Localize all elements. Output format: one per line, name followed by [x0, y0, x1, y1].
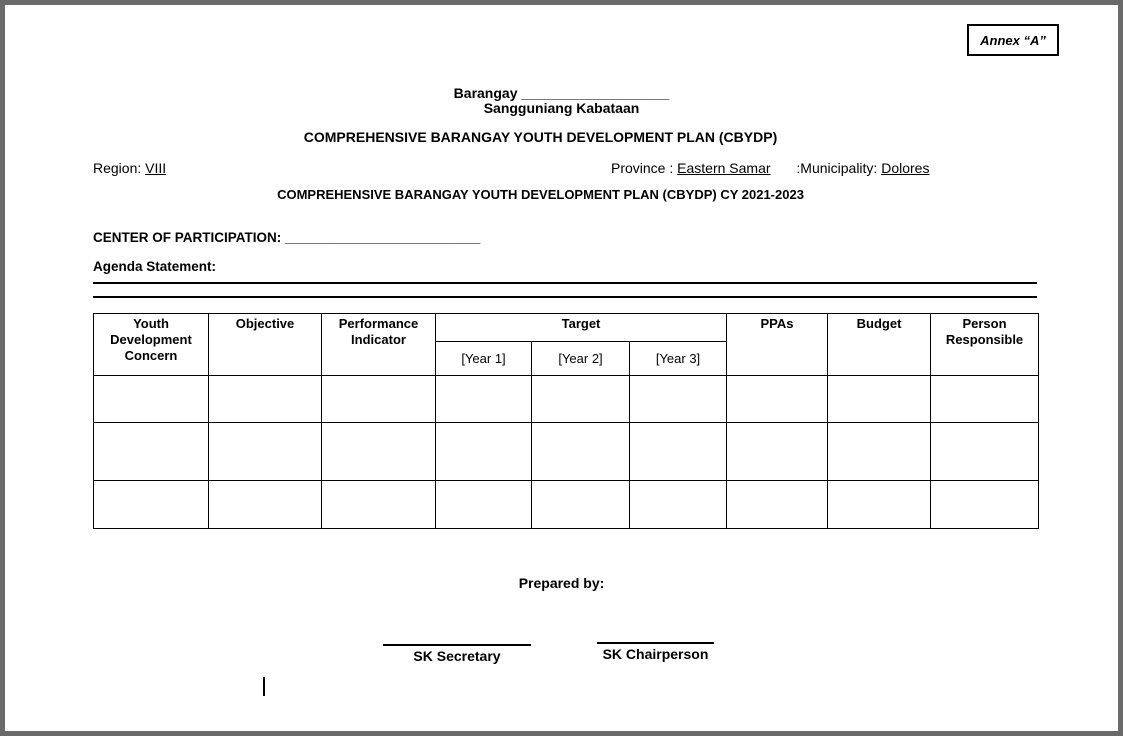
table-empty-cell[interactable] — [209, 423, 322, 481]
table-empty-cell[interactable] — [94, 423, 209, 481]
table-empty-cell[interactable] — [828, 423, 931, 481]
sk-secretary-label: SK Secretary — [413, 648, 501, 664]
table-empty-cell[interactable] — [532, 481, 630, 529]
sk-chairperson-label: SK Chairperson — [602, 646, 709, 662]
col-header-year-1: [Year 1] — [436, 342, 532, 376]
document-subtitle: COMPREHENSIVE BARANGAY YOUTH DEVELOPMENT PLAN (CBYDP) CY 2021-2023 — [277, 187, 804, 202]
table-empty-cell[interactable] — [931, 481, 1039, 529]
table-empty-cell[interactable] — [532, 423, 630, 481]
table-empty-cell[interactable] — [436, 423, 532, 481]
table-empty-cell[interactable] — [828, 481, 931, 529]
table-empty-cell[interactable] — [322, 481, 436, 529]
municipality-label: :Municipality: — [796, 160, 878, 176]
table-empty-cell[interactable] — [931, 376, 1039, 423]
document-title: COMPREHENSIVE BARANGAY YOUTH DEVELOPMENT PLAN (CBYDP) — [303, 129, 778, 145]
agenda-blank-line-1[interactable] — [93, 282, 1037, 284]
table-empty-cell[interactable] — [630, 376, 727, 423]
table-empty-cell[interactable] — [532, 376, 630, 423]
barangay-blank-field[interactable]: ___________________ — [521, 85, 670, 101]
table-empty-cell[interactable] — [727, 481, 828, 529]
table-empty-cell[interactable] — [209, 376, 322, 423]
annex-box — [967, 24, 1059, 56]
table-header — [94, 314, 1039, 376]
province-municipality-group — [611, 160, 929, 176]
prepared-by-label: Prepared by: — [518, 575, 605, 591]
table-empty-cell[interactable] — [94, 481, 209, 529]
cbydp-table — [93, 313, 1039, 529]
table-body — [94, 376, 1039, 529]
table-empty-cell[interactable] — [436, 376, 532, 423]
table-empty-cell[interactable] — [727, 376, 828, 423]
barangay-line — [5, 86, 1118, 101]
barangay-label: Barangay — [453, 85, 518, 101]
province-label: Province : — [611, 160, 674, 176]
table-empty-cell[interactable] — [727, 423, 828, 481]
col-header-year-3: [Year 3] — [630, 342, 727, 376]
col-header-budget: Budget — [828, 314, 931, 376]
table-empty-cell[interactable] — [94, 376, 209, 423]
table-empty-cell[interactable] — [630, 481, 727, 529]
table-empty-cell[interactable] — [322, 423, 436, 481]
table-empty-cell[interactable] — [931, 423, 1039, 481]
table-empty-cell[interactable] — [828, 376, 931, 423]
region-value[interactable]: VIII — [145, 160, 167, 176]
col-header-year-2: [Year 2] — [532, 342, 630, 376]
table-empty-cell[interactable] — [630, 423, 727, 481]
center-of-participation-blank-field[interactable]: __________________________ — [285, 230, 481, 245]
col-header-youth-development-concern: Youth Development Concern — [94, 314, 209, 376]
table-empty-cell[interactable] — [436, 481, 532, 529]
municipality-value[interactable]: Dolores — [881, 160, 930, 176]
table-empty-row — [94, 423, 1039, 481]
col-header-ppas: PPAs — [727, 314, 828, 376]
org-name: Sangguniang Kabataan — [483, 100, 640, 116]
col-header-objective: Objective — [209, 314, 322, 376]
center-of-participation-line — [93, 230, 480, 245]
table-empty-cell[interactable] — [322, 376, 436, 423]
agenda-statement-label: Agenda Statement: — [93, 259, 217, 274]
province-value[interactable]: Eastern Samar — [677, 160, 771, 176]
table-empty-row — [94, 376, 1039, 423]
region-label: Region: — [93, 160, 142, 176]
text-cursor — [263, 677, 265, 696]
table-empty-cell[interactable] — [209, 481, 322, 529]
agenda-blank-line-2[interactable] — [93, 296, 1037, 298]
col-header-performance-indicator: Performance Indicator — [322, 314, 436, 376]
col-header-person-responsible: Person Responsible — [931, 314, 1039, 376]
document-header — [5, 86, 1118, 116]
table-empty-row — [94, 481, 1039, 529]
annex-label: Annex “A” — [980, 32, 1046, 48]
region-field — [93, 160, 166, 176]
signature-block-sk-secretary[interactable] — [383, 644, 531, 664]
center-of-participation-label: CENTER OF PARTICIPATION: — [93, 230, 282, 245]
signature-block-sk-chairperson[interactable] — [597, 642, 714, 662]
col-header-target: Target — [436, 314, 727, 342]
